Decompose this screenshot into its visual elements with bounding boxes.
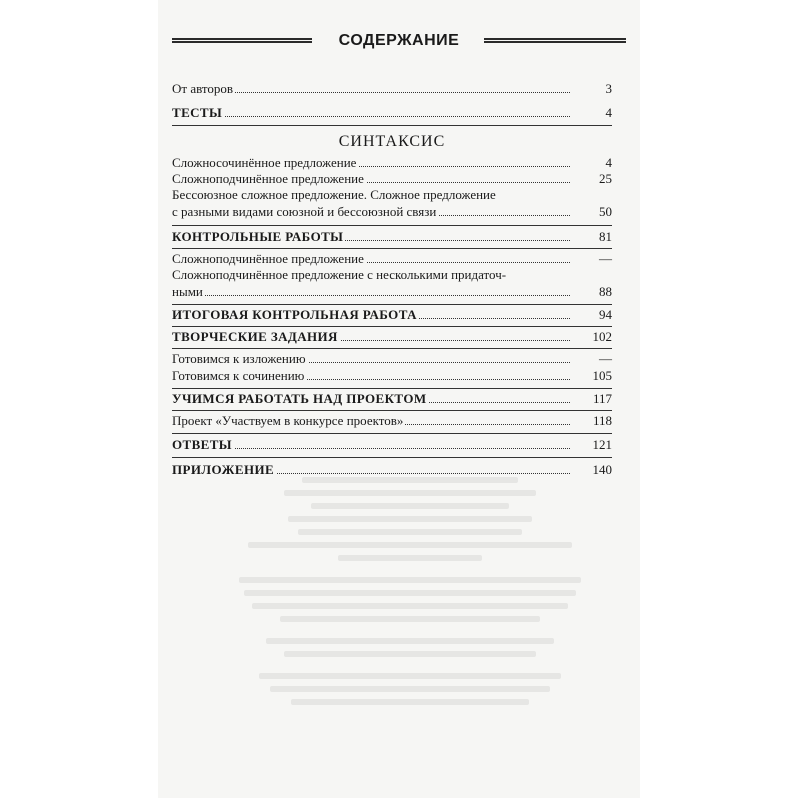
toc-entry-control-works[interactable] [172, 228, 612, 246]
imprint-line [288, 516, 533, 522]
toc-entry-page: — [599, 251, 612, 266]
imprint-line [280, 616, 539, 622]
section-divider [172, 410, 612, 411]
imprint-line [284, 651, 536, 657]
toc-entry-label: От авторов [172, 81, 234, 96]
section-divider [172, 304, 612, 305]
imprint-line [244, 590, 575, 596]
imprint-line [284, 490, 536, 496]
section-divider [172, 457, 612, 458]
imprint-line [252, 603, 569, 609]
toc-entry-label: Готовимся к изложению [172, 351, 306, 366]
toc-entry-page: 121 [592, 437, 612, 452]
imprint-line [338, 555, 482, 561]
toc-entry-page: 25 [599, 171, 612, 186]
imprint-line [311, 503, 509, 509]
toc-entry-page: 102 [592, 329, 612, 344]
toc-entry-control-multiple-line2[interactable] [172, 283, 612, 301]
imprint-line [248, 542, 572, 548]
toc-entry-page: 88 [599, 284, 612, 299]
toc-entry-final-test[interactable] [172, 306, 612, 324]
toc-entry-label: с разными видами союзной и бессоюзной связи [172, 204, 437, 219]
toc-entry-page: 3 [605, 81, 612, 96]
toc-entry-label: ТЕСТЫ [172, 105, 223, 120]
toc-entry-page: 50 [599, 204, 612, 219]
toc-entry-presentation[interactable] [172, 350, 612, 368]
toc-entry-label: Бессоюзное сложное предложение. Сложное предложение [172, 187, 496, 202]
toc-entry-page: 105 [592, 368, 612, 383]
toc-entry-label: КОНТРОЛЬНЫЕ РАБОТЫ [172, 229, 344, 244]
toc-entry-page: 118 [592, 413, 612, 428]
section-divider [172, 125, 612, 126]
toc-entry-label: ИТОГОВАЯ КОНТРОЛЬНАЯ РАБОТА [172, 307, 417, 322]
toc-entry-asyndetic-line1[interactable] [172, 186, 612, 204]
toc-entry-page: 117 [592, 391, 612, 406]
toc-entry-from-authors[interactable] [172, 80, 612, 98]
toc-entry-tests[interactable] [172, 104, 612, 122]
toc-entry-label: Сложноподчинённое предложение с несколькими придаточ- [172, 267, 507, 282]
toc-entry-page: 140 [592, 462, 612, 477]
toc-entry-label: Сложноподчинённое предложение [172, 171, 364, 186]
toc-entry-answers[interactable] [172, 436, 612, 454]
section-divider [172, 248, 612, 249]
toc-entry-label: Проект «Участвуем в конкурсе проектов» [172, 413, 404, 428]
toc-entry-control-multiple-line1[interactable] [172, 266, 612, 284]
toc-entry-project-contest[interactable] [172, 412, 612, 430]
section-divider [172, 433, 612, 434]
toc-entry-label: Готовимся к сочинению [172, 368, 305, 383]
toc-entry-page: — [599, 351, 612, 366]
show-through-imprint [230, 470, 590, 760]
toc-entry-label: ТВОРЧЕСКИЕ ЗАДАНИЯ [172, 329, 338, 344]
imprint-line [266, 638, 554, 644]
toc-entry-asyndetic-line2[interactable] [172, 203, 612, 221]
section-divider [172, 348, 612, 349]
imprint-line [302, 477, 518, 483]
section-divider [172, 225, 612, 226]
imprint-line [298, 529, 521, 535]
imprint-line [291, 699, 529, 705]
imprint-line [259, 673, 561, 679]
header-rule-right [484, 38, 626, 43]
toc-entry-page: 94 [599, 307, 612, 322]
toc-header [172, 30, 626, 52]
toc-entry-project-work[interactable] [172, 390, 612, 408]
toc-title: СОДЕРЖАНИЕ [338, 32, 460, 49]
imprint-line [270, 686, 551, 692]
toc-entry-page: 4 [605, 155, 612, 170]
imprint-line [239, 577, 581, 583]
toc-entry-label: ными [172, 284, 203, 299]
leader-dots [172, 116, 570, 117]
section-divider [172, 326, 612, 327]
toc-entry-label: Сложноподчинённое предложение [172, 251, 364, 266]
toc-entry-label: УЧИМСЯ РАБОТАТЬ НАД ПРОЕКТОМ [172, 391, 427, 406]
toc-entry-label: Сложносочинённое предложение [172, 155, 357, 170]
toc-entry-label: ОТВЕТЫ [172, 437, 232, 452]
toc-entry-label: ПРИЛОЖЕНИЕ [172, 462, 275, 477]
toc-entry-essay[interactable] [172, 367, 612, 385]
section-divider [172, 388, 612, 389]
toc-entry-page: 4 [605, 105, 612, 120]
leader-dots [172, 295, 570, 296]
toc-entry-creative-tasks[interactable] [172, 328, 612, 346]
section-title-syntax: СИНТАКСИС [338, 133, 446, 150]
toc-entry-page: 81 [599, 229, 612, 244]
